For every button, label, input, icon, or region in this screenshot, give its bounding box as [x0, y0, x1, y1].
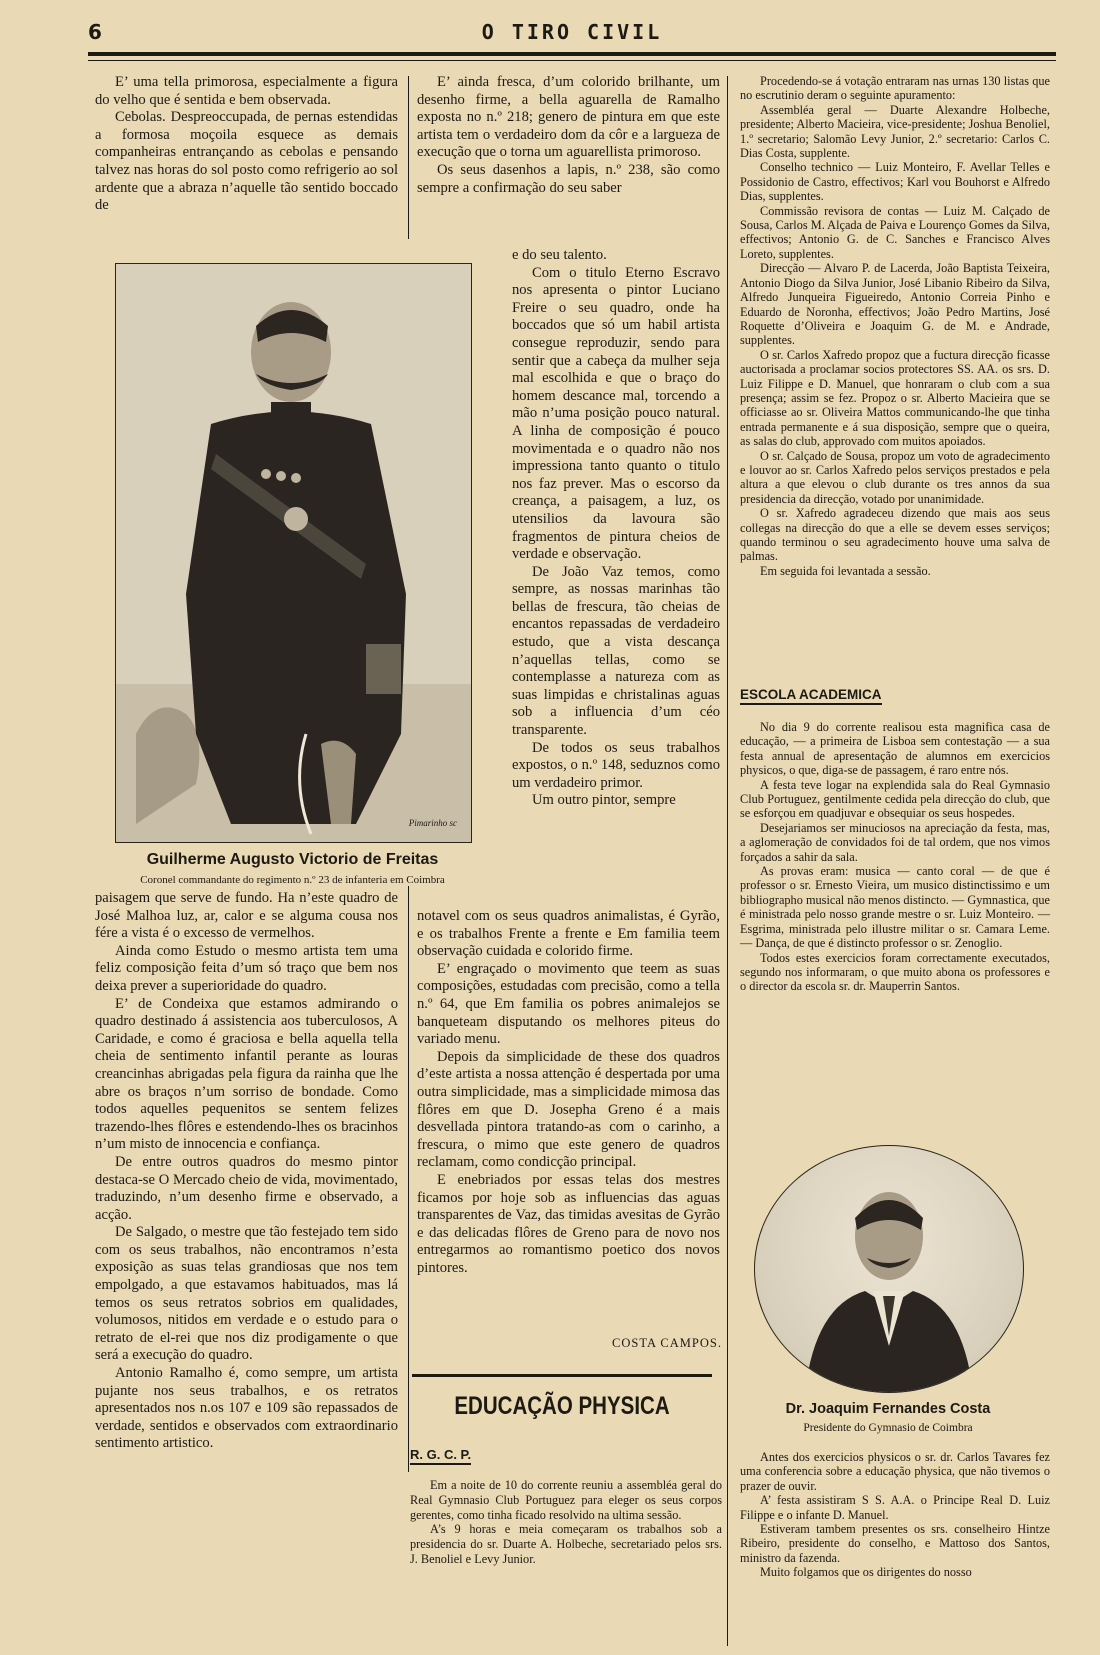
paragraph: Estiveram tambem presentes os srs. conselheiro Hintze Ribeiro, presidente do conselho, e Mattoso dos Santos, ministro da fazenda.: [740, 1522, 1050, 1565]
column-3-top: [740, 74, 1050, 578]
column-1-top: [95, 74, 398, 215]
section-title-escola-academica: ESCOLA ACADEMICA: [740, 687, 882, 705]
paragraph: De entre outros quadros do mesmo pintor destaca-se O Mercado cheio de vida, movimentado, traduzindo, n’um desenho firme e observado, a acção.: [95, 1153, 398, 1223]
masthead: O TIRO CIVIL: [481, 20, 663, 44]
column-2-narrow: [512, 247, 720, 810]
header-rule-thick: [88, 52, 1056, 56]
column-3-bottom: [740, 1450, 1050, 1580]
paragraph: Muito folgamos que os dirigentes do nosso: [760, 1565, 972, 1580]
page-number: 6: [88, 20, 102, 44]
paragraph: O sr. Calçado de Sousa, propoz um voto de agradecimento e louvor ao sr. Carlos Xafredo pelos serviços prestados e pela altura a que elevou o club durante os tres annos da sua presidencia da direcção, votado por unanimidade.: [740, 448, 1050, 506]
paragraph: As provas eram: musica — canto coral — de que é professor o sr. Ernesto Vieira, um musico distinctissimo e um bibliographo musical não menos distincto. — Gymnastica, que é ministrada pelo nosso grande mestre o sr. Luiz Monteiro. — Esgrima, ministrada pelo illustre militar o sr. Camara Leme. — Dança, de que é distincto professor o sr. Zenoglio.: [740, 864, 1050, 951]
escola-body: [740, 720, 1050, 994]
paragraph: Com o titulo Eterno Escravo nos apresenta o pintor Luciano Freire o seu quadro, onde ha boccados que só um habil artista consegue reproduzir, sendo para sentir que a cabeça da mulher seja mal escolhida e que o braço do homem descance mal, torcendo a mão n’uma posição pouco natural. A linha de composição é pouco movimentada e o quadro não nos impressiona tanto quanto o titulo nos faz prever. Mas o escorso da creança, a paisagem, a luz, os utensilios da lavoura são fragmentos de pintura cheios de verdade e observação.: [512, 264, 720, 563]
paragraph: Antonio Ramalho é, como sempre, um artista pujante nos seus trabalhos, e os retratos apresentados nos n.os 107 e 109 são repassados de verdade, sentidos e observados com extraordinario sentimento artistico.: [95, 1365, 398, 1452]
paragraph: e do seu talento.: [512, 247, 607, 263]
paragraph: Todos estes exercicios foram correctamente executados, segundo nos informaram, o que muito abona os professores e o director da escola sr. dr. Mauperrin Santos.: [740, 950, 1050, 994]
column-1-bottom: [95, 890, 398, 1453]
paragraph: Em seguida foi levantada a sessão.: [760, 563, 931, 578]
paragraph: A’s 9 horas e meia começaram os trabalhos sob a presidencia do sr. Duarte A. Holbeche, secretariado pelos srs. J. Benoliel e Levy Junior.: [410, 1522, 722, 1566]
paragraph: E’ engraçado o movimento que teem as suas composições, estudadas com precisão, como a tella n.º 64, que Em familia os pobres animalejos se banqueteam disputando os melhores piteus do variado menu.: [417, 960, 720, 1048]
officer-portrait-image: [116, 264, 471, 842]
paragraph: Em a noite de 10 do corrente reuniu a assembléa geral do Real Gymnasio Club Portuguez para eleger os seus corpos gerentes, como tinha ficado resolvido na ultima sessão.: [410, 1478, 722, 1522]
paragraph: Depois da simplicidade de these dos quadros d’este artista a nossa attenção é despertada por uma outra simplicidade, mas a simplicidade mimosa das flôres em que D. Josepha Greno é a mais desvellada pintora tratando-as com o carinho, a frescura, o mimo que este genero de quadros reclamam, como condicção principal.: [417, 1048, 720, 1171]
paragraph: E enebriados por essas telas dos mestres ficamos por hoje sob as influencias das aguas transparentes de Vaz, das timidas avesitas de Gyrão e das delicadas flôres de Greno para de novo nos entregarmos ao romantismo poetico dos novos pintores.: [417, 1171, 720, 1276]
paragraph: notavel com os seus quadros animalistas, é Gyrão, e os trabalhos Frente a frente e Em familia teem observação cuidada e colorido firme.: [417, 908, 720, 960]
photo-subcaption: Presidente do Gymnasio de Coimbra: [803, 1422, 973, 1434]
author-signature: COSTA CAMPOS.: [612, 1336, 722, 1350]
paragraph: No dia 9 do corrente realisou esta magnifica casa de educação, — a primeira de Lisboa sem contestação — a sua festa annual de apresentação de alumnos em exercicios physicos, o que, diga-se de passagem, é raro entre nós.: [740, 720, 1050, 778]
column-2-top: [417, 74, 720, 197]
photo-caption: Guilherme Augusto Victorio de Freitas: [146, 851, 439, 868]
paragraph: De João Vaz temos, como sempre, as nossas marinhas tão bellas de frescura, tão cheias de encantos repassadas de verdadeiro estudo, que a vista descança n’aquellas tellas, como se contemplasse a natureza com as suas limpidas e christalinas aguas sob a influencia d’um céo transparente.: [512, 563, 720, 739]
paragraph: Antes dos exercicios physicos o sr. dr. Carlos Tavares fez uma conferencia sobre a educação physica, que não tivemos o prazer de ouvir.: [740, 1450, 1050, 1493]
paragraph: A festa teve logar na explendida sala do Real Gymnasio Club Portuguez, gentilmente cedida pela direcção do club, que se esforçou em quadjuvar e obsequiar os seus hospedes.: [740, 777, 1050, 821]
educacao-body: [410, 1478, 722, 1567]
paragraph: O sr. Carlos Xafredo propoz que a fuctura direcção ficasse auctorisada a proclamar socios protectores SS. AA. os srs. D. Luiz Filippe e D. Manuel, que honraram o club com a sua presença; assim se fez. Propoz o sr. Alberto Macieira que se officiasse ao sr. Oliveira Mattos communicando-lhe que tinha entrada permanente e á sua disposição, sempre que o queira, as salas do club, approvado com muitos apoiados.: [740, 347, 1050, 449]
doctor-portrait-image: [755, 1146, 1023, 1392]
paragraph: paisagem que serve de fundo. Ha n’este quadro de José Malhoa luz, ar, calor e se alguma cousa nos fére a vista é o excesso de vermelhos.: [95, 890, 398, 942]
column-divider: [408, 886, 409, 1472]
paragraph: O sr. Xafredo agradeceu dizendo que mais aos seus collegas na direcção do que a elle se devem esses serviços; quando terminou o seu agradecimento houve uma salva de palmas.: [740, 506, 1050, 564]
photo-caption: Dr. Joaquim Fernandes Costa: [785, 1401, 991, 1417]
paragraph: Procedendo-se á votação entraram nas urnas 130 listas que no escrutinio deram o seguinte apuramento:: [740, 74, 1050, 103]
column-divider: [727, 76, 728, 1646]
paragraph: Um outro pintor, sempre: [532, 792, 676, 809]
paragraph: Commissão revisora de contas — Luiz M. Calçado de Sousa, Carlos M. Alçada de Paiva e Lourenço Gomes da Silva, effectivos; Antonio G. de C. Sanches e Francisco Alves Loreto, supplentes.: [740, 203, 1050, 261]
paragraph: Assembléa geral — Duarte Alexandre Holbeche, presidente; Alberto Macieira, vice-presidente; Joshua Benoliel, 1.º secretario; Salomão Levy Junior, 2.º secretario: Carlos C. Dias Costa, supplente.: [740, 102, 1050, 161]
paragraph: Desejariamos ser minuciosos na apreciação da festa, mas, a aglomeração de convidados foi de tal ordem, que nos vimos forçados a sahir da sala.: [740, 820, 1050, 864]
column-divider: [408, 76, 409, 239]
photo-subcaption: Coronel commandante do regimento n.º 23 de infanteria em Coimbra: [140, 874, 445, 886]
paragraph: Cebolas. Despreoccupada, de pernas estendidas a formosa moçoila esquece as demais companheiras entrançando as cebolas e pensando talvez nas horas do sol posto como refrigerio ao sol ardente que a abraza n’aquelle tão sentido boccado de: [95, 109, 398, 214]
paragraph: Direcção — Alvaro P. de Lacerda, João Baptista Teixeira, Antonio Diogo da Silva Junior, José Libanio Ribeiro da Silva, Alfredo Junqueira Figueiredo, Antonio Correia Pinho e Eduardo de Noronha, effectivos; João Pedro Martins, José Roquette d’Oliveira e Joaquim G. de M. e Andrade, supplentes.: [740, 261, 1050, 348]
section-rule: [412, 1374, 712, 1377]
paragraph: Os seus dasenhos a lapis, n.º 238, são como sempre a confirmação do seu saber: [417, 161, 720, 196]
paragraph: A’ festa assistiram S S. A.A. o Principe Real D. Luiz Filippe e o infante D. Manuel.: [740, 1493, 1050, 1522]
header-rule-thin: [88, 60, 1056, 61]
subsection-heading-rgcp: R. G. C. P.: [410, 1447, 471, 1465]
portrait-photo-doctor: [754, 1145, 1024, 1393]
paragraph: E’ uma tella primorosa, especialmente a figura do velho que é sentida e bem observada.: [95, 74, 398, 108]
portrait-photo-colonel: [115, 263, 472, 843]
paragraph: Ainda como Estudo o mesmo artista tem uma feliz composição feita d’um só traço que bem nos deixa prever a superioridade do quadro.: [95, 942, 398, 994]
column-2-bottom: [417, 908, 720, 1277]
paragraph: De Salgado, o mestre que tão festejado tem sido com os seus trabalhos, não encontramos n’esta exposição as suas telas grandiosas que nos tem empolgado, a que estavamos habituados, mas lá temos os seus retratos sobrios em qualidades, volumosos, nitidos em verdade e o estudo para o retrato de el-rei que nos diz prodigamente o que será a execução do quadro.: [95, 1224, 398, 1364]
paragraph: De todos os seus trabalhos expostos, o n.º 148, seduznos como um verdadeiro primor.: [512, 739, 720, 791]
paragraph: Conselho technico — Luiz Monteiro, F. Avellar Telles e Possidonio de Castro, effectivos; Karl vou Bouhorst e Alfredo Dias, supplentes.: [740, 160, 1050, 204]
page-header: [88, 18, 1056, 48]
engraver-mark: Pimarinho sc: [408, 818, 457, 828]
paragraph: E’ ainda fresca, d’um colorido brilhante, um desenho firme, a bella aguarella de Ramalho exposta no n.º 218; genero de pintura em que este artista tem o verdadeiro dom da côr e a largueza de execução que o torna um aguarellista primoroso.: [417, 74, 720, 161]
section-title-educacao-physica: EDUCAÇÃO PHYSICA: [454, 1392, 670, 1420]
paragraph: E’ de Condeixa que estamos admirando o quadro destinado á assistencia aos tuberculosos, A Caridade, e como é graciosa e bella aquella tella cheia de sentimento infantil perante as louras creancinhas abrigadas pela figura da rainha que lhe abre os braços n’um sorriso de bondade. Como todos aquelles pequenitos se sentem felizes trazendo-lhes flôres e estendendo-lhes os bracinhos n’um misto de innocencia e confiança.: [95, 995, 398, 1153]
